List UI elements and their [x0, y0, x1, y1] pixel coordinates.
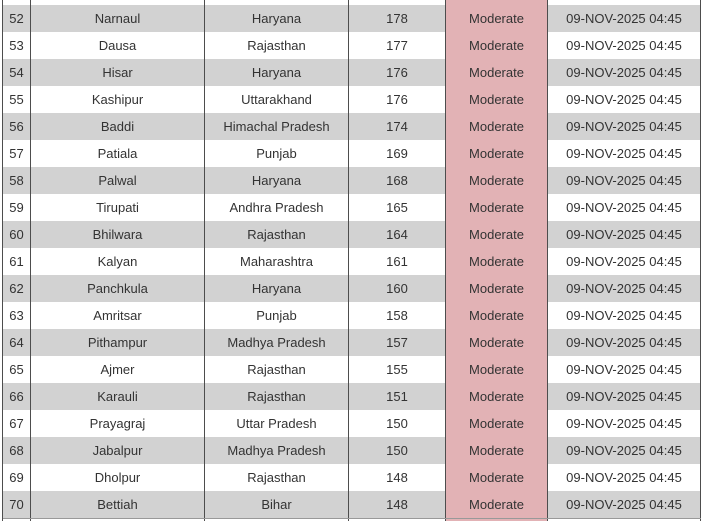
city-cell: Patiala — [31, 140, 205, 167]
timestamp-cell: 09-NOV-2025 04:45 — [548, 383, 701, 410]
state-cell: Rajasthan — [205, 464, 349, 491]
table-row — [3, 140, 701, 167]
aqi-cell: 174 — [349, 113, 446, 140]
timestamp-cell: 09-NOV-2025 04:45 — [548, 140, 701, 167]
city-cell: Bhilwara — [31, 221, 205, 248]
state-cell: Rajasthan — [205, 32, 349, 59]
city-cell: Hisar — [31, 59, 205, 86]
city-cell: Panchkula — [31, 275, 205, 302]
category-cell: Moderate — [446, 410, 548, 437]
timestamp-cell: 09-NOV-2025 04:45 — [548, 248, 701, 275]
rank-cell: 56 — [3, 113, 31, 140]
aqi-cell: 176 — [349, 59, 446, 86]
timestamp-cell: 09-NOV-2025 04:45 — [548, 59, 701, 86]
category-cell: Moderate — [446, 5, 548, 32]
aqi-cell: 157 — [349, 329, 446, 356]
aqi-cell: 169 — [349, 140, 446, 167]
aqi-cell: 155 — [349, 356, 446, 383]
rank-cell: 57 — [3, 140, 31, 167]
category-cell: Moderate — [446, 167, 548, 194]
table-row — [3, 167, 701, 194]
city-cell: Dholpur — [31, 464, 205, 491]
city-cell: Palwal — [31, 167, 205, 194]
aqi-cell: 151 — [349, 383, 446, 410]
category-cell: Moderate — [446, 464, 548, 491]
state-cell: Haryana — [205, 275, 349, 302]
city-cell: Dausa — [31, 32, 205, 59]
rank-cell: 62 — [3, 275, 31, 302]
table-row — [3, 248, 701, 275]
state-cell: Maharashtra — [205, 248, 349, 275]
timestamp-cell: 09-NOV-2025 04:45 — [548, 356, 701, 383]
timestamp-cell: 09-NOV-2025 04:45 — [548, 437, 701, 464]
state-cell: Andhra Pradesh — [205, 194, 349, 221]
table-row — [3, 113, 701, 140]
city-cell: Amritsar — [31, 302, 205, 329]
city-cell: Tirupati — [31, 194, 205, 221]
table-row — [3, 329, 701, 356]
state-cell: Rajasthan — [205, 221, 349, 248]
state-cell: Haryana — [205, 59, 349, 86]
city-cell: Karauli — [31, 383, 205, 410]
timestamp-cell: 09-NOV-2025 04:45 — [548, 167, 701, 194]
aqi-cell: 176 — [349, 86, 446, 113]
city-cell: Narnaul — [31, 5, 205, 32]
table-row — [3, 32, 701, 59]
city-cell: Kalyan — [31, 248, 205, 275]
state-cell: Himachal Pradesh — [205, 113, 349, 140]
timestamp-cell: 09-NOV-2025 04:45 — [548, 5, 701, 32]
category-cell: Moderate — [446, 329, 548, 356]
rank-cell: 66 — [3, 383, 31, 410]
timestamp-cell: 09-NOV-2025 04:45 — [548, 491, 701, 518]
aqi-cell: 164 — [349, 221, 446, 248]
rank-cell: 65 — [3, 356, 31, 383]
category-cell: Moderate — [446, 275, 548, 302]
rank-cell: 55 — [3, 86, 31, 113]
rank-cell: 70 — [3, 491, 31, 518]
state-cell: Rajasthan — [205, 356, 349, 383]
aqi-cell: 160 — [349, 275, 446, 302]
state-cell: Haryana — [205, 167, 349, 194]
category-cell: Moderate — [446, 86, 548, 113]
table-row — [3, 275, 701, 302]
city-cell: Kashipur — [31, 86, 205, 113]
state-cell: Rajasthan — [205, 383, 349, 410]
aqi-cell: 150 — [349, 410, 446, 437]
timestamp-cell: 09-NOV-2025 04:45 — [548, 32, 701, 59]
aqi-cell: 168 — [349, 167, 446, 194]
table-row — [3, 356, 701, 383]
rank-cell: 63 — [3, 302, 31, 329]
aqi-cell: 177 — [349, 32, 446, 59]
state-cell: Punjab — [205, 140, 349, 167]
category-cell: Moderate — [446, 113, 548, 140]
category-cell: Moderate — [446, 383, 548, 410]
table-row — [3, 5, 701, 32]
city-cell: Baddi — [31, 113, 205, 140]
category-cell: Moderate — [446, 140, 548, 167]
category-cell: Moderate — [446, 302, 548, 329]
timestamp-cell: 09-NOV-2025 04:45 — [548, 194, 701, 221]
table-row — [3, 302, 701, 329]
rank-cell: 69 — [3, 464, 31, 491]
table-row — [3, 464, 701, 491]
state-cell: Uttarakhand — [205, 86, 349, 113]
state-cell: Haryana — [205, 5, 349, 32]
table-row — [3, 437, 701, 464]
city-cell: Jabalpur — [31, 437, 205, 464]
timestamp-cell: 09-NOV-2025 04:45 — [548, 410, 701, 437]
rank-cell: 60 — [3, 221, 31, 248]
category-cell: Moderate — [446, 194, 548, 221]
timestamp-cell: 09-NOV-2025 04:45 — [548, 464, 701, 491]
timestamp-cell: 09-NOV-2025 04:45 — [548, 113, 701, 140]
table-row — [3, 410, 701, 437]
rank-cell: 61 — [3, 248, 31, 275]
timestamp-cell: 09-NOV-2025 04:45 — [548, 221, 701, 248]
category-cell: Moderate — [446, 491, 548, 518]
city-cell: Ajmer — [31, 356, 205, 383]
rank-cell: 54 — [3, 59, 31, 86]
rank-cell: 53 — [3, 32, 31, 59]
category-cell: Moderate — [446, 356, 548, 383]
aqi-cell: 148 — [349, 464, 446, 491]
aqi-cell: 178 — [349, 5, 446, 32]
aqi-cell: 150 — [349, 437, 446, 464]
rank-cell: 68 — [3, 437, 31, 464]
state-cell: Madhya Pradesh — [205, 329, 349, 356]
timestamp-cell: 09-NOV-2025 04:45 — [548, 329, 701, 356]
aqi-cell: 165 — [349, 194, 446, 221]
timestamp-cell: 09-NOV-2025 04:45 — [548, 86, 701, 113]
category-cell: Moderate — [446, 59, 548, 86]
table-row — [3, 59, 701, 86]
aqi-cell: 148 — [349, 491, 446, 518]
table-row — [3, 383, 701, 410]
table-row — [3, 194, 701, 221]
rank-cell: 59 — [3, 194, 31, 221]
rank-cell: 52 — [3, 5, 31, 32]
category-cell: Moderate — [446, 221, 548, 248]
rank-cell: 64 — [3, 329, 31, 356]
city-cell: Pithampur — [31, 329, 205, 356]
state-cell: Bihar — [205, 491, 349, 518]
category-cell: Moderate — [446, 248, 548, 275]
table-row — [3, 86, 701, 113]
state-cell: Madhya Pradesh — [205, 437, 349, 464]
table-row — [3, 221, 701, 248]
table-row — [3, 491, 701, 518]
city-cell: Bettiah — [31, 491, 205, 518]
category-cell: Moderate — [446, 32, 548, 59]
city-cell: Prayagraj — [31, 410, 205, 437]
aqi-city-table — [2, 0, 701, 521]
timestamp-cell: 09-NOV-2025 04:45 — [548, 302, 701, 329]
aqi-cell: 158 — [349, 302, 446, 329]
timestamp-cell: 09-NOV-2025 04:45 — [548, 275, 701, 302]
rank-cell: 58 — [3, 167, 31, 194]
category-cell: Moderate — [446, 437, 548, 464]
state-cell: Uttar Pradesh — [205, 410, 349, 437]
aqi-cell: 161 — [349, 248, 446, 275]
state-cell: Punjab — [205, 302, 349, 329]
rank-cell: 67 — [3, 410, 31, 437]
